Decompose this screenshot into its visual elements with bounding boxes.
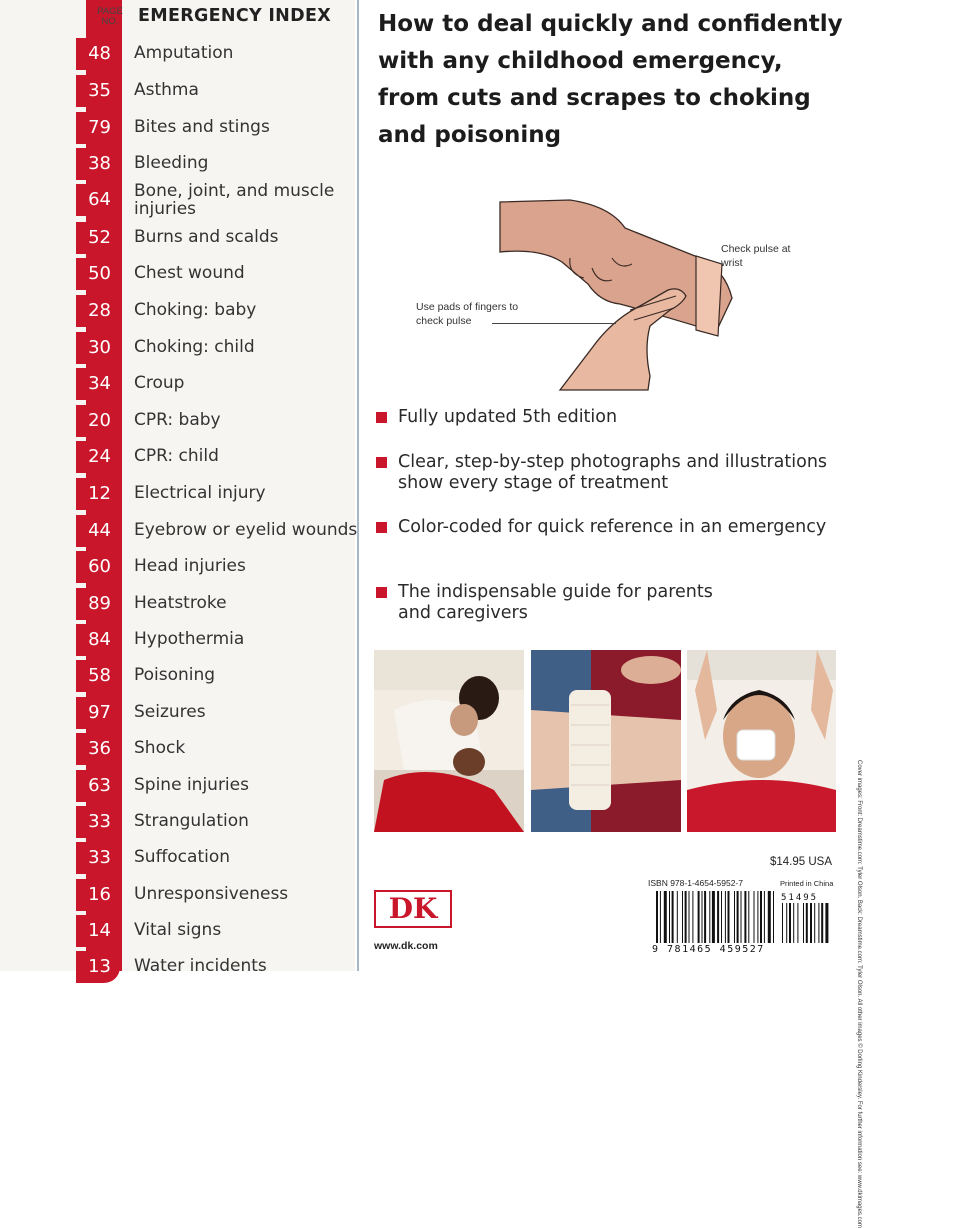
page-number-tab: 33 (76, 806, 120, 838)
index-entry (86, 697, 356, 729)
index-entry (86, 112, 356, 144)
index-entry (86, 478, 356, 510)
index-entry-label: Bites and stings (134, 117, 270, 137)
emergency-index-panel (0, 0, 358, 977)
image-credits (856, 760, 922, 1228)
index-entry (86, 515, 356, 547)
page-number-tab: 28 (76, 295, 120, 327)
dk-logo: DK (374, 890, 452, 928)
red-square-bullet-icon (376, 587, 387, 598)
page-number-tab: 14 (76, 915, 120, 947)
index-entry (86, 295, 356, 327)
index-entry-label: Choking: child (134, 337, 255, 357)
feature-bullet-text: The indispensable guide for parents and caregivers (398, 582, 713, 623)
index-entry (86, 222, 356, 254)
page-number-tab: 50 (76, 258, 120, 290)
index-entry-label: Poisoning (134, 665, 216, 685)
index-entry (86, 951, 356, 983)
page-number-tab: 34 (76, 368, 120, 400)
page-number-tab: 33 (76, 842, 120, 874)
index-entry (86, 770, 356, 802)
page-number-tab: 16 (76, 879, 120, 911)
index-entry-label: Suffocation (134, 847, 231, 867)
page-number-tab: 97 (76, 697, 120, 729)
index-entry-label: Asthma (134, 80, 199, 100)
index-entry-label: Head injuries (134, 556, 246, 576)
feature-bullet-text: Clear, step-by-step photographs and illustrations show every stage of treatment (398, 452, 828, 493)
page-number-tab: 79 (76, 112, 120, 144)
index-entry-label: Shock (134, 738, 186, 758)
page-number-tab: 20 (76, 405, 120, 437)
index-entry (86, 842, 356, 874)
index-entry (86, 148, 356, 180)
isbn: ISBN 978-1-4654-5952-7 (648, 878, 743, 888)
index-entry (86, 405, 356, 437)
red-square-bullet-icon (376, 457, 387, 468)
feature-bullet-text: Fully updated 5th edition (398, 407, 618, 427)
index-entry-label: Amputation (134, 43, 234, 63)
photo-rescue-breath (374, 650, 524, 832)
index-entry (86, 38, 356, 70)
index-entry (86, 624, 356, 656)
page-number-tab: 44 (76, 515, 120, 547)
page-number-tab: 89 (76, 588, 120, 620)
page-number-tab: 60 (76, 551, 120, 583)
page-number-tab: 36 (76, 733, 120, 765)
page-number-tab: 24 (76, 441, 120, 473)
index-entry-label: Electrical injury (134, 483, 266, 503)
index-entry-label: Vital signs (134, 920, 222, 940)
index-entry (86, 332, 356, 364)
index-entry-label: Spine injuries (134, 775, 249, 795)
page-number-header: PAGE NO. (97, 6, 123, 27)
index-entry (86, 258, 356, 290)
index-entry-label: Burns and scalds (134, 227, 279, 247)
index-entry-label: Seizures (134, 702, 206, 722)
index-entry-label: Water incidents (134, 956, 267, 976)
index-entry-label: CPR: baby (134, 410, 221, 430)
index-entry (86, 441, 356, 473)
index-entry (86, 806, 356, 838)
headline: How to deal quickly and confidently with any childhood emergency, from cuts and scrapes to choking and poisoning (378, 11, 843, 148)
feature-bullet-text: Color-coded for quick reference in an emergency (398, 517, 827, 537)
price: $14.95 USA (770, 856, 833, 868)
page-number-tab: 52 (76, 222, 120, 254)
index-entry (86, 879, 356, 911)
red-square-bullet-icon (376, 522, 387, 533)
page-number-tab: 35 (76, 75, 120, 107)
credits-text: Cover images: Front: Dreamstime.com: Tyler Olson. Back: Dreamstime.com: Tyler Olson. All other images © Dorling Kindersley. For further information see: www.dkimages.com (856, 760, 862, 1228)
label-finger-pads: Use pads of fingers to check pulse (416, 301, 519, 327)
page-number-tab: 48 (76, 38, 120, 70)
index-title: EMERGENCY INDEX (138, 6, 332, 26)
price-code: 51495 (781, 893, 819, 903)
column-divider (357, 0, 359, 971)
index-entry (86, 915, 356, 947)
index-entry (86, 551, 356, 583)
page-number-tab: 58 (76, 660, 120, 692)
index-entry-label: CPR: child (134, 446, 219, 466)
index-entry (86, 181, 356, 219)
index-entry-label: Hypothermia (134, 629, 245, 649)
page-number-tab: 13 (76, 951, 120, 983)
index-entry-label: Croup (134, 373, 185, 393)
page-number-tab: 63 (76, 770, 120, 802)
index-entry-label: Eyebrow or eyelid wounds (134, 520, 358, 540)
wrist-sleeve (696, 256, 722, 336)
index-entry (86, 75, 356, 107)
page-number-tab: 38 (76, 148, 120, 180)
page-number-tab: 30 (76, 332, 120, 364)
photo-boy-nosebleed (687, 650, 836, 832)
index-entry (86, 733, 356, 765)
index-entry-label: Choking: baby (134, 300, 257, 320)
publisher-url: www.dk.com (374, 940, 438, 952)
index-entry-label: Strangulation (134, 811, 249, 831)
leader-line-pads (492, 323, 616, 324)
page-number-tab: 84 (76, 624, 120, 656)
index-entry-label: Bone, joint, and muscle injuries (134, 181, 335, 219)
index-entry (86, 588, 356, 620)
index-entry-label: Bleeding (134, 153, 209, 173)
photo-bandaging-arm (531, 650, 681, 832)
page-number-tab: 64 (76, 184, 120, 216)
index-entry (86, 660, 356, 692)
index-entry-label: Chest wound (134, 263, 245, 283)
page-number-tab: 12 (76, 478, 120, 510)
pulse-check-illustration (500, 198, 780, 390)
index-entry-label: Unresponsiveness (134, 884, 289, 904)
index-entry (86, 368, 356, 400)
red-square-bullet-icon (376, 412, 387, 423)
label-check-pulse: Check pulse at wrist (721, 243, 791, 269)
barcode-number: 9 781465 459527 (652, 944, 765, 955)
index-entry-label: Heatstroke (134, 593, 227, 613)
printed-in: Printed in China (780, 879, 834, 888)
